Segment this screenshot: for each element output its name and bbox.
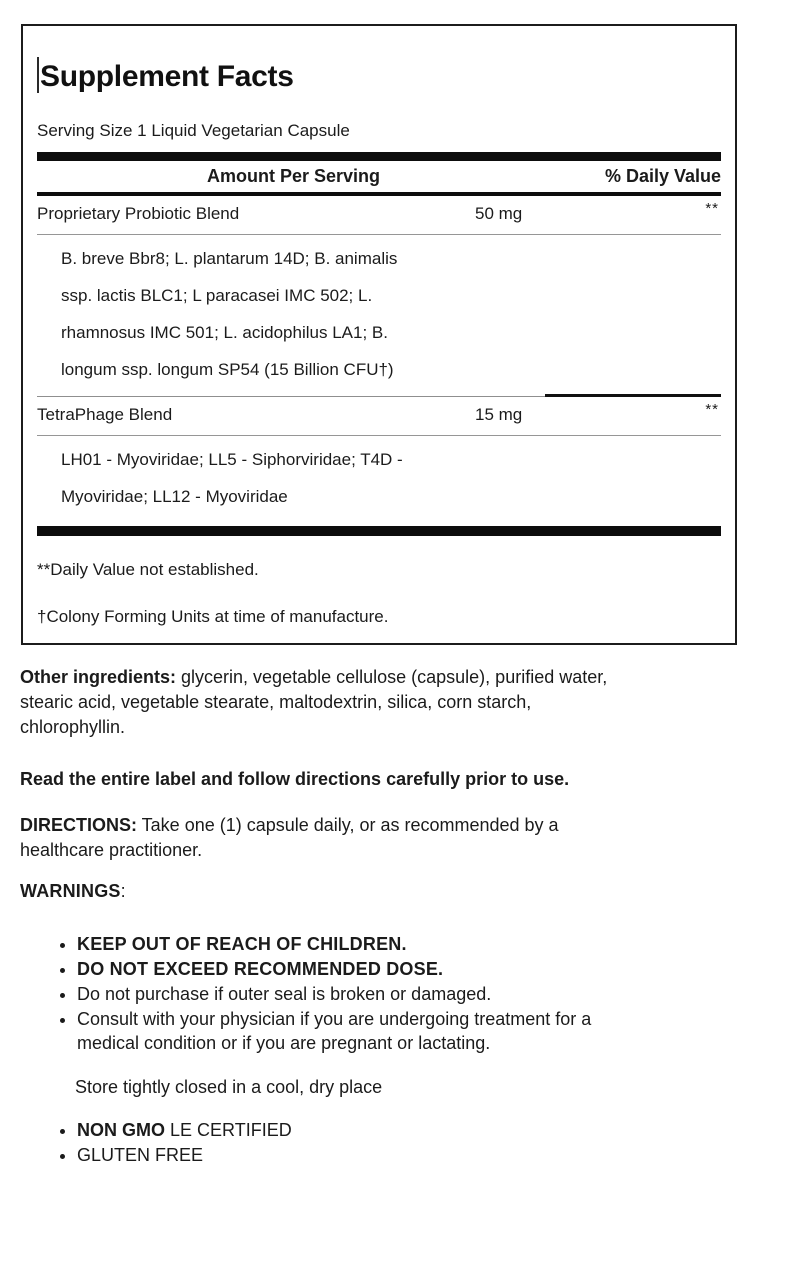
directions-line: healthcare practitioner.: [20, 840, 203, 860]
heavy-rule-bottom: [37, 526, 721, 536]
label-text-section: [20, 665, 782, 1168]
warning-item: • DO NOT EXCEED RECOMMENDED DOSE.: [77, 957, 782, 981]
table-row: [37, 397, 721, 435]
ingredient-name: TetraPhage Blend: [37, 405, 173, 424]
ingredient-daily-value: **: [705, 401, 719, 418]
other-ingredients-paragraph: [20, 665, 782, 740]
supplement-facts-panel: [21, 24, 737, 645]
other-ingredients-label: Other ingredients:: [20, 667, 177, 687]
panel-title-row: [37, 57, 721, 94]
ingredient-daily-value: **: [705, 200, 719, 217]
footnote-daily-value: **Daily Value not established.: [37, 560, 259, 579]
warning-item: • KEEP OUT OF REACH OF CHILDREN.: [77, 932, 782, 956]
warning-item-line: medical condition or if you are pregnant or lactating.: [77, 1033, 491, 1053]
read-label-notice: Read the entire label and follow directions carefully prior to use.: [20, 769, 570, 789]
certification-text: GLUTEN FREE: [77, 1145, 204, 1165]
table-header-row: [37, 161, 721, 192]
warnings-heading-label: WARNINGS: [20, 881, 121, 901]
detail-line: LH01 - Myoviridae; LL5 - Siphorviridae; T4D -: [61, 450, 403, 469]
detail-line: rhamnosus IMC 501; L. acidophilus LA1; B.: [61, 323, 388, 342]
certifications-bullet-list: [20, 1118, 782, 1167]
warning-item-line: • Consult with your physician if you are undergoing treatment for a: [77, 1009, 592, 1029]
detail-line: B. breve Bbr8; L. plantarum 14D; B. animalis: [61, 249, 398, 268]
other-ingredients-line: chlorophyllin.: [20, 717, 126, 737]
footnote-cfu: †Colony Forming Units at time of manufacture.: [37, 607, 389, 626]
storage-note: Store tightly closed in a cool, dry place: [75, 1077, 383, 1097]
column-header-daily-value: % Daily Value: [604, 166, 721, 186]
ingredient-amount: 50 mg: [475, 204, 523, 223]
table-row: [37, 196, 721, 234]
other-ingredients-text: glycerin, vegetable cellulose (capsule), purified water,: [176, 667, 608, 687]
certification-item: [77, 1118, 782, 1142]
detail-line: Myoviridae; LL12 - Myoviridae: [61, 487, 288, 506]
ingredient-detail-list: [37, 235, 721, 394]
directions-line: [20, 813, 782, 838]
other-ingredients-line: [20, 665, 782, 690]
ingredient-amount: 15 mg: [475, 405, 523, 424]
text-cursor: [37, 57, 39, 93]
column-header-amount-per-serving: Amount Per Serving: [206, 166, 381, 186]
panel-title: Supplement Facts: [40, 60, 294, 93]
certification-text: LE CERTIFIED: [165, 1120, 292, 1140]
certification-item: [77, 1143, 782, 1167]
ingredient-detail-list: [37, 436, 721, 521]
directions-label: DIRECTIONS:: [20, 815, 137, 835]
heavy-rule-top: [37, 152, 721, 161]
detail-line: longum ssp. longum SP54 (15 Billion CFU†): [61, 360, 394, 379]
warning-item: [77, 1007, 782, 1055]
warnings-bullet-list: [20, 932, 782, 1055]
serving-size-text: Serving Size 1 Liquid Vegetarian Capsule: [37, 121, 350, 140]
warnings-heading: [20, 879, 782, 903]
directions-text: Take one (1) capsule daily, or as recommended by a: [137, 815, 559, 835]
warnings-heading-colon: :: [120, 881, 126, 901]
detail-line: ssp. lactis BLC1; L paracasei IMC 502; L.: [61, 286, 373, 305]
ingredient-name: Proprietary Probiotic Blend: [37, 204, 240, 223]
directions-paragraph: [20, 813, 782, 863]
certification-bold-text: NON GMO: [77, 1120, 165, 1140]
other-ingredients-line: stearic acid, vegetable stearate, maltodextrin, silica, corn starch,: [20, 692, 532, 712]
warning-item: • Do not purchase if outer seal is broken or damaged.: [77, 982, 782, 1006]
